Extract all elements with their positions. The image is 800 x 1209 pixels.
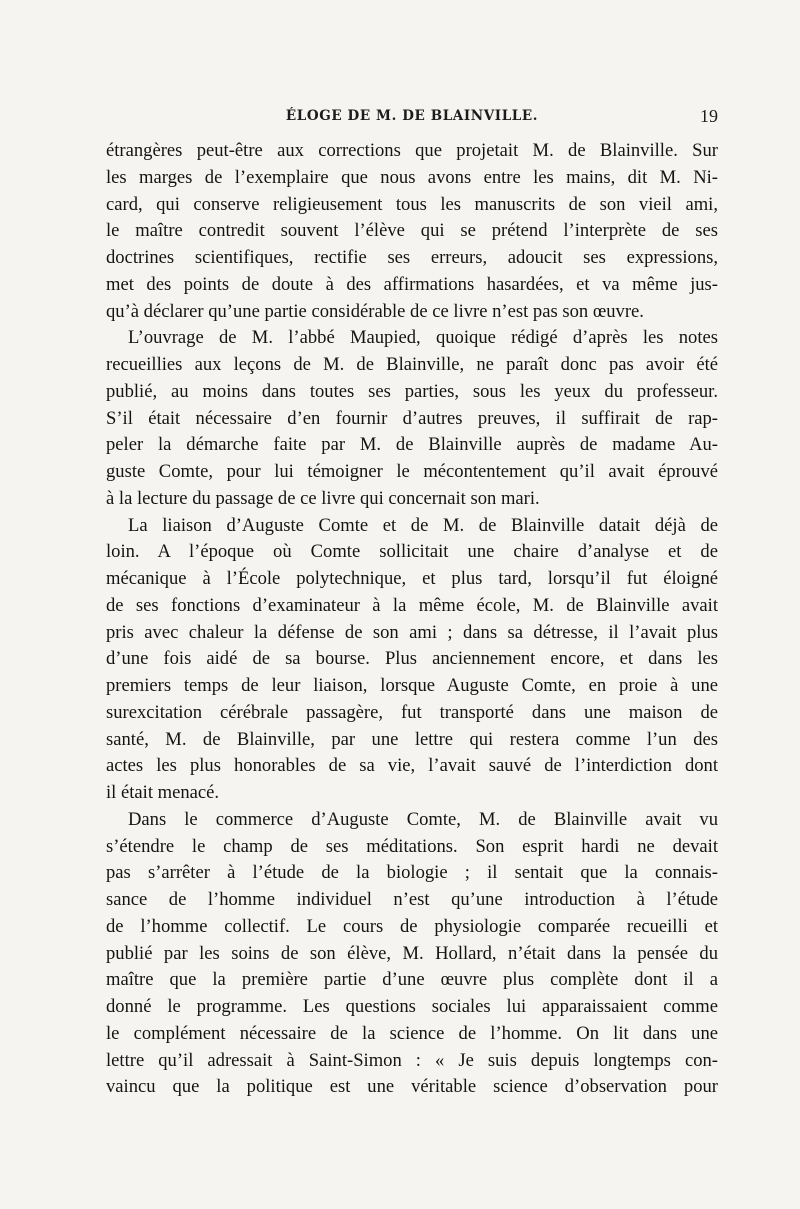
text-line: il était menacé.	[106, 782, 220, 803]
text-line: les marges de l’exemplaire que nous avons entre les mains, dit M. Ni-	[106, 166, 718, 188]
text-line: doctrines scientifiques, rectifie ses erreurs, adoucit ses expressions,	[106, 247, 718, 268]
text-line: loin. A l’époque où Comte sollicitait une chaire d’analyse et de	[106, 541, 718, 563]
text-line: surexcitation cérébrale passagère, fut transporté dans une maison de	[106, 701, 718, 723]
body-text	[106, 138, 718, 1101]
text-line: qu’à déclarer qu’une partie considérable de ce livre n’est pas son œuvre.	[106, 300, 644, 322]
text-line: le maître contredit souvent l’élève qui se prétend l’interprète de ses	[106, 220, 718, 242]
text-line: card, qui conserve religieusement tous les manuscrits de son vieil ami,	[106, 193, 718, 215]
running-title: ÉLOGE DE M. DE BLAINVILLE.	[285, 108, 539, 124]
text-line: S’il était nécessaire d’en fournir d’autres preuves, il suffirait de rap-	[106, 407, 718, 429]
text-line: premiers temps de leur liaison, lorsque Auguste Comte, en proie à une	[106, 675, 718, 696]
text-line: maître que la première partie d’une œuvre plus complète dont il a	[106, 969, 718, 991]
text-line: étrangères peut-être aux corrections que projetait M. de Blainville. Sur	[106, 140, 718, 161]
text-line: santé, M. de Blainville, par une lettre qui restera comme l’un des	[106, 728, 718, 750]
text-line: d’une fois aidé de sa bourse. Plus anciennement encore, et dans les	[106, 648, 718, 670]
text-line: de l’homme collectif. Le cours de physiologie comparée recueilli et	[106, 915, 718, 937]
text-line: pris avec chaleur la défense de son ami ; dans sa détresse, il l’avait plus	[106, 621, 718, 643]
text-line: publié par les soins de son élève, M. Hollard, n’était dans la pensée du	[106, 942, 718, 964]
text-line: lettre qu’il adressait à Saint-Simon : « Je suis depuis longtemps con-	[106, 1049, 718, 1071]
text-line: L’ouvrage de M. l’abbé Maupied, quoique rédigé d’après les notes	[128, 327, 718, 349]
text-line: le complément nécessaire de la science de l’homme. On lit dans une	[106, 1022, 718, 1044]
text-line: pas s’arrêter à l’étude de la biologie ; il sentait que la connais-	[106, 862, 718, 884]
text-line: guste Comte, pour lui témoigner le mécontentement qu’il avait éprouvé	[106, 461, 718, 482]
text-line: vaincu que la politique est une véritable science d’observation pour	[106, 1076, 718, 1098]
text-line: La liaison d’Auguste Comte et de M. de Blainville datait déjà de	[128, 514, 718, 536]
text-line: mécanique à l’École polytechnique, et plus tard, lorsqu’il fut éloigné	[106, 568, 718, 589]
page-number: 19	[700, 106, 718, 126]
text-line: de ses fonctions d’examinateur à la même école, M. de Blainville avait	[106, 594, 718, 616]
text-line: met des points de doute à des affirmations hasardées, et va même jus-	[106, 273, 718, 295]
text-line: recueillies aux leçons de M. de Blainville, ne paraît donc pas avoir été	[106, 354, 718, 375]
text-line: publié, au moins dans toutes ses parties, sous les yeux du professeur.	[106, 380, 718, 402]
running-head	[106, 106, 718, 132]
text-line: s’étendre le champ de ses méditations. Son esprit hardi ne devait	[106, 835, 718, 857]
text-line: peler la démarche faite par M. de Blainville auprès de madame Au-	[106, 434, 718, 456]
text-line: sance de l’homme individuel n’est qu’une introduction à l’étude	[106, 889, 718, 910]
text-line: actes les plus honorables de sa vie, l’avait sauvé de l’interdiction dont	[106, 755, 718, 777]
text-line: à la lecture du passage de ce livre qui concernait son mari.	[106, 487, 540, 509]
text-line: Dans le commerce d’Auguste Comte, M. de Blainville avait vu	[128, 808, 718, 830]
text-line: donné le programme. Les questions sociales lui apparaissaient comme	[106, 996, 718, 1017]
